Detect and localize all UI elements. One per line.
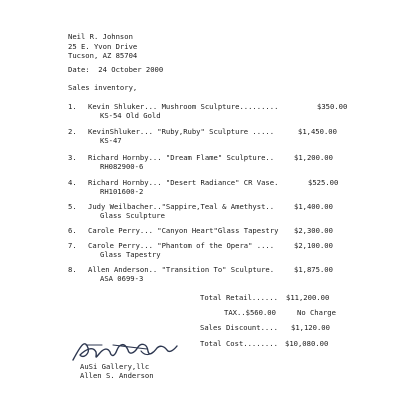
item-subline: RH082900-6 [100,162,144,171]
sales-discount-value: $1,120.00 [291,323,330,332]
item-subline: ASA 0699-3 [100,274,144,283]
sender-address-line-2: Tucson, AZ 85704 [68,51,138,60]
item-amount: $2,100.00 [294,241,333,250]
total-cost-value: $10,080.00 [285,339,329,348]
item-amount: $1,400.00 [294,202,333,211]
item-description: Carole Perry... "Phantom of the Opera" .... [88,241,275,250]
date-line: Date: 24 October 2000 [68,65,164,74]
item-amount: $1,450.00 [298,127,337,136]
item-description: Allen Anderson.. "Transition To" Sculpture. [88,265,275,274]
item-subline: Glass Sculpture [100,211,165,220]
sender-address-line-1: 25 E. Yvon Drive [68,42,138,51]
item-amount: $350.00 [317,102,348,111]
item-description: Carole Perry... "Canyon Heart"Glass Tapestry [88,226,279,235]
item-description: KevinShluker... "Ruby,Ruby" Sculpture ..... [88,127,275,136]
item-number: 5. [68,202,77,211]
item-subline: KS-47 [100,136,122,145]
gallery-name: AuSi Gallery,llc [80,362,150,371]
item-number: 4. [68,178,77,187]
item-description: Kevin Shluker... Mushroom Sculpture......... [88,102,279,111]
item-amount: $1,875.00 [294,265,333,274]
item-number: 8. [68,265,77,274]
item-number: 7. [68,241,77,250]
item-number: 2. [68,127,77,136]
item-description: Richard Hornby... "Desert Radiance" CR Vase. [88,178,279,187]
item-amount: $525.00 [308,178,339,187]
item-subline: KS-54 Old Gold [100,111,161,120]
item-description: Richard Hornby... "Dream Flame" Sculpture.. [88,153,275,162]
item-number: 3. [68,153,77,162]
sender-name: Neil R. Johnson [68,32,133,41]
item-amount: $1,200.00 [294,153,333,162]
total-cost-label: Total Cost........ [200,339,278,348]
item-number: 1. [68,102,77,111]
subject-line: Sales inventory, [68,83,138,92]
item-number: 6. [68,226,77,235]
item-description: Judy Weilbacher.."Sappire,Teal & Amethyst.. [88,202,275,211]
tax-note: No Charge [297,308,336,317]
total-retail-value: $11,200.00 [286,293,330,302]
total-retail-label: Total Retail...... [200,293,278,302]
sales-discount-label: Sales Discount.... [200,323,278,332]
item-subline: RH101600-2 [100,187,144,196]
tax-label: TAX..$560.00 [224,308,276,317]
item-amount: $2,300.00 [294,226,333,235]
signer-name: Allen S. Anderson [80,371,154,380]
item-subline: Glass Tapestry [100,250,161,259]
